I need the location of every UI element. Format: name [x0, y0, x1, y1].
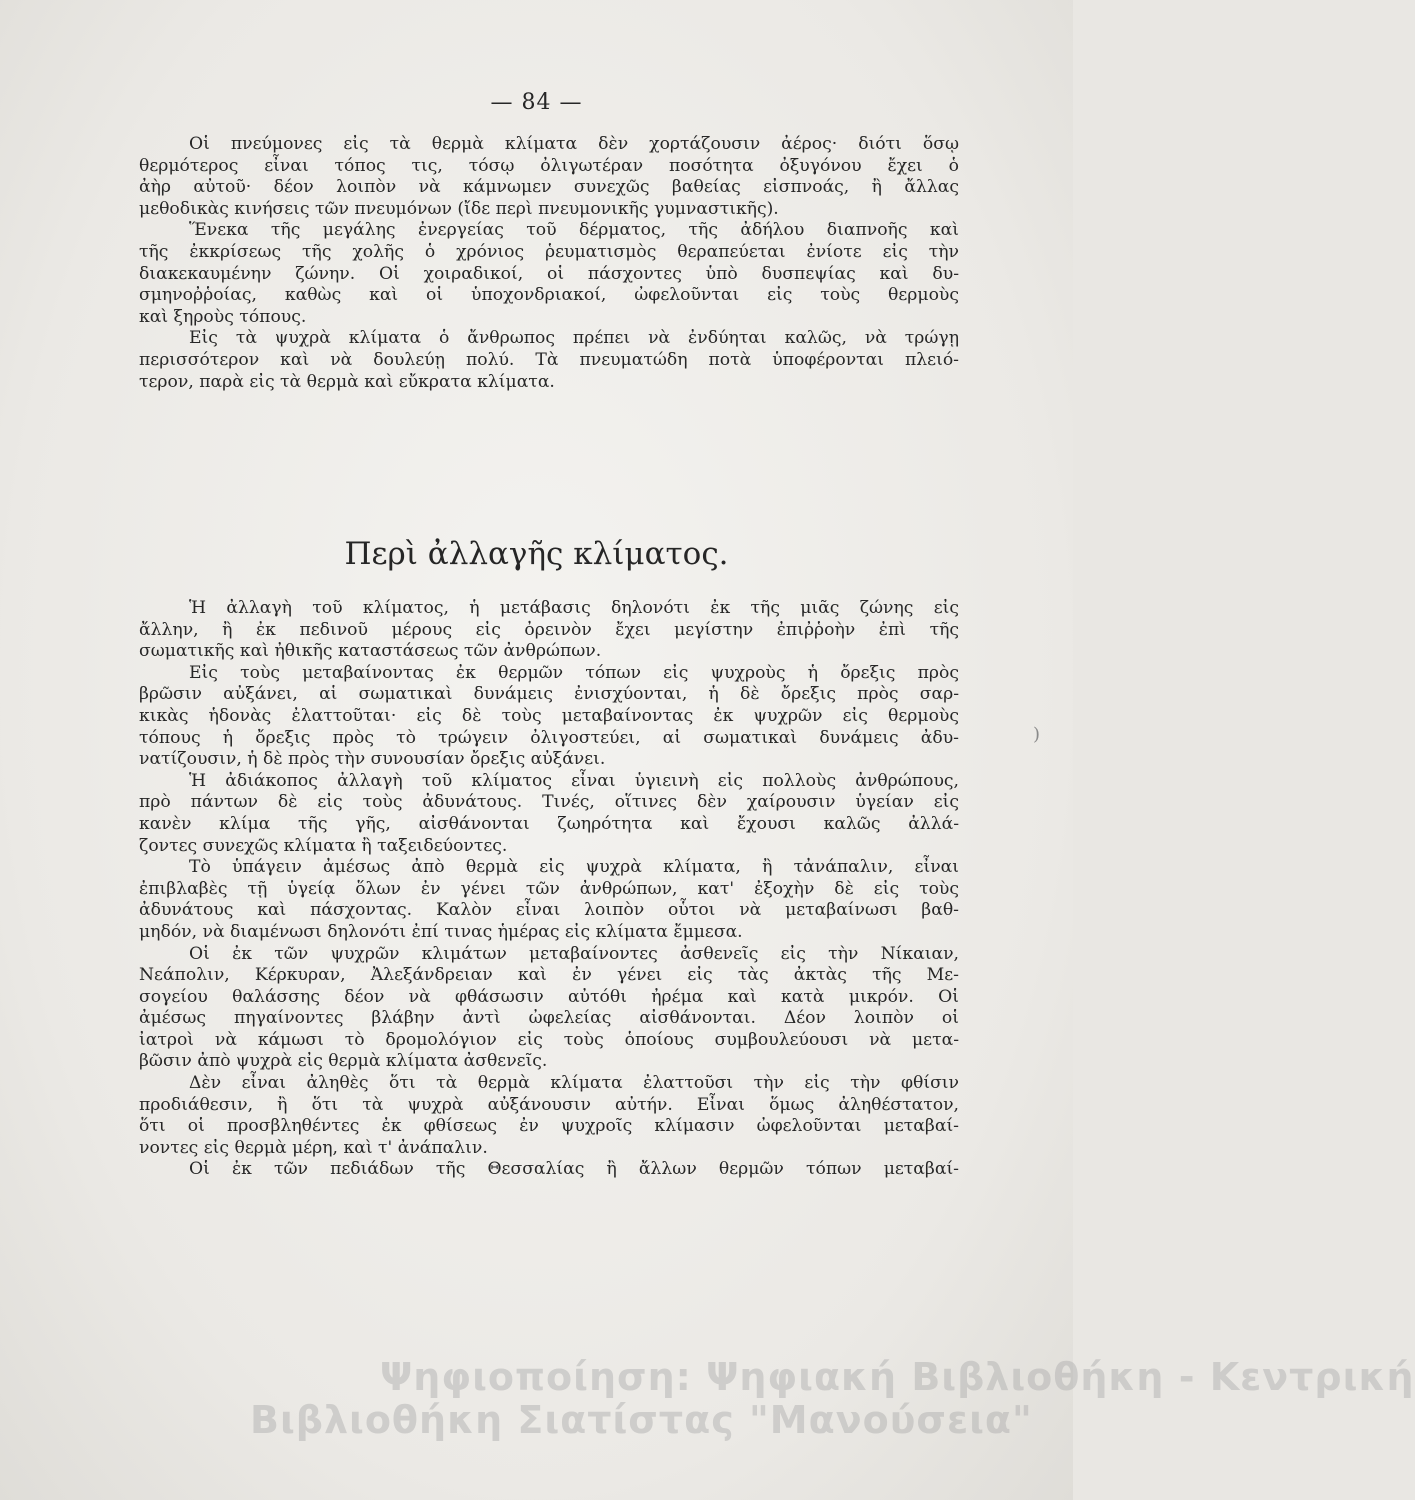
text-line: ἐπιβλαβὲς τῇ ὑγείᾳ ὅλων ἐν γένει τῶν ἀνθρώπων, κατ' ἐξοχὴν δὲ εἰς τοὺς [139, 878, 959, 899]
text-line: Ἡ ἀδιάκοπος ἀλλαγὴ τοῦ κλίματος εἶναι ὑγιεινὴ εἰς πολλοὺς ἀνθρώπους, [189, 770, 959, 791]
text-line: τόπους ἡ ὄρεξις πρὸς τὸ τρώγειν ὀλιγοστεύει, αἱ σωματικαὶ δυνάμεις ἀδυ- [139, 727, 959, 748]
text-line: Εἰς τὰ ψυχρὰ κλίματα ὁ ἄνθρωπος πρέπει νὰ ἐνδύηται καλῶς, νὰ τρώγῃ [189, 328, 959, 349]
text-line: βρῶσιν αὐξάνει, αἱ σωματικαὶ δυνάμεις ἐνισχύονται, ἡ δὲ ὄρεξις πρὸς σαρ- [139, 684, 959, 705]
text-line: Νεάπολιν, Κέρκυραν, Ἀλεξάνδρειαν καὶ ἐν γένει εἰς τὰς ἀκτὰς τῆς Με- [139, 965, 959, 986]
text-line: Τὸ ὑπάγειν ἀμέσως ἀπὸ θερμὰ εἰς ψυχρὰ κλίματα, ἢ τἀνάπαλιν, εἶναι [189, 857, 959, 878]
text-line: ἀδυνάτους καὶ πάσχοντας. Καλὸν εἶναι λοιπὸν οὗτοι νὰ μεταβαίνωσι βαθ- [139, 900, 959, 921]
paragraph-block-bottom [139, 598, 959, 1181]
text-line: ἀὴρ αὐτοῦ· δέον λοιπὸν νὰ κάμνωμεν συνεχῶς βαθείας εἰσπνοάς, ἢ ἄλλας [139, 177, 959, 198]
text-line: κανὲν κλίμα τῆς γῆς, αἰσθάνονται ζωηρότητα καὶ ἔχουσι καλῶς ἀλλά- [139, 813, 959, 834]
text-line: ὅτι οἱ προσβληθέντες ἐκ φθίσεως ἐν ψυχροῖς κλίμασιν ὠφελοῦνται μεταβαί- [139, 1116, 959, 1137]
text-line: θερμότερος εἶναι τόπος τις, τόσῳ ὀλιγωτέραν ποσότητα ὀξυγόνου ἔχει ὁ [139, 155, 959, 176]
text-line: σωματικῆς καὶ ἠθικῆς καταστάσεως τῶν ἀνθρώπων. [139, 641, 602, 662]
text-line: Οἱ ἐκ τῶν πεδιάδων τῆς Θεσσαλίας ἢ ἄλλων θερμῶν τόπων μεταβαί- [189, 1159, 959, 1180]
text-line: Ἕνεκα τῆς μεγάλης ἐνεργείας τοῦ δέρματος, τῆς ἀδήλου διαπνοῆς καὶ [189, 220, 959, 241]
text-line: ἄλλην, ἢ ἐκ πεδινοῦ μέρους εἰς ὀρεινὸν ἔχει μεγίστην ἐπιῤῥοὴν ἐπὶ τῆς [139, 619, 959, 640]
text-line: νοντες εἰς θερμὰ μέρη, καὶ τ' ἀνάπαλιν. [139, 1137, 488, 1158]
text-line: διακεκαυμένην ζώνην. Οἱ χοιραδικοί, οἱ πάσχοντες ὑπὸ δυσπεψίας καὶ δυ- [139, 263, 959, 284]
text-line: τερον, παρὰ εἰς τὰ θερμὰ καὶ εὔκρατα κλίματα. [139, 371, 555, 392]
text-line: πρὸ πάντων δὲ εἰς τοὺς ἀδυνάτους. Τινές, οἵτινες δὲν χαίρουσιν ὑγείαν εἰς [139, 792, 959, 813]
text-line: Εἰς τοὺς μεταβαίνοντας ἐκ θερμῶν τόπων εἰς ψυχροὺς ἡ ὄρεξις πρὸς [189, 662, 959, 683]
text-line: σογείου θαλάσσης δέον νὰ φθάσωσιν αὐτόθι ἠρέμα καὶ κατὰ μικρόν. Οἱ [139, 986, 959, 1007]
page-number: — 84 — [490, 90, 583, 115]
text-line: Δὲν εἶναι ἀληθὲς ὅτι τὰ θερμὰ κλίματα ἐλαττοῦσι τὴν εἰς τὴν φθίσιν [189, 1073, 959, 1094]
text-line: ζοντες συνεχῶς κλίματα ἢ ταξειδεύοντες. [139, 835, 508, 856]
margin-mark: ) [1033, 724, 1041, 745]
text-line: βῶσιν ἀπὸ ψυχρὰ εἰς θερμὰ κλίματα ἀσθενεῖς. [139, 1051, 548, 1072]
text-line: Οἱ πνεύμονες εἰς τὰ θερμὰ κλίματα δὲν χορτάζουσιν ἀέρος· διότι ὅσῳ [189, 134, 959, 154]
library-watermark-top: Ψηφιοποίηση: Ψηφιακή Βιβλιοθήκη - Κεντρική [380, 1355, 1415, 1399]
text-line: προδιάθεσιν, ἢ ὅτι τὰ ψυχρὰ αὐξάνουσιν αὐτήν. Εἶναι ὅμως ἀληθέστατον, [139, 1094, 959, 1115]
text-line: καὶ ξηροὺς τόπους. [139, 306, 307, 327]
text-line: ἰατροὶ νὰ κάμωσι τὸ δρομολόγιον εἰς τοὺς ὁποίους συμβουλεύουσι νὰ μετα- [139, 1029, 959, 1050]
text-line: μηδόν, νὰ διαμένωσι δηλονότι ἐπί τινας ἡμέρας εἰς κλίματα ἔμμεσα. [139, 921, 743, 942]
text-line: Ἡ ἀλλαγὴ τοῦ κλίματος, ἡ μετάβασις δηλονότι ἐκ τῆς μιᾶς ζώνης εἰς [189, 598, 959, 618]
paragraph-block-top [139, 134, 959, 393]
section-heading: Περὶ ἀλλαγῆς κλίματος. [344, 536, 729, 572]
text-line: ἀμέσως πηγαίνοντες βλάβην ἀντὶ ὠφελείας αἰσθάνονται. Δέον λοιπὸν οἱ [139, 1008, 959, 1029]
text-line: Οἱ ἐκ τῶν ψυχρῶν κλιμάτων μεταβαίνοντες ἀσθενεῖς εἰς τὴν Νίκαιαν, [189, 943, 959, 964]
text-line: κικὰς ἡδονὰς ἐλαττοῦται· εἰς δὲ τοὺς μεταβαίνοντας ἐκ ψυχρῶν εἰς θερμοὺς [139, 705, 959, 726]
text-line: τῆς ἐκκρίσεως τῆς χολῆς ὁ χρόνιος ῥευματισμὸς θεραπεύεται ἐνίοτε εἰς τὴν [139, 241, 959, 262]
text-line: σμηνοῤῥοίας, καθὼς καὶ οἱ ὑποχονδριακοί, ὠφελοῦνται εἰς τοὺς θερμοὺς [139, 285, 959, 306]
text-line: περισσότερον καὶ νὰ δουλεύῃ πολύ. Τὰ πνευματώδη ποτὰ ὑποφέρονται πλειό- [139, 349, 959, 370]
library-watermark-bottom: Βιβλιοθήκη Σιατίστας "Μανούσεια" [250, 1398, 1033, 1442]
text-line: νατίζουσιν, ἡ δὲ πρὸς τὴν συνουσίαν ὄρεξις αὐξάνει. [139, 749, 606, 770]
text-line: μεθοδικὰς κινήσεις τῶν πνευμόνων (ἴδε περὶ πνευμονικῆς γυμναστικῆς). [139, 198, 779, 219]
